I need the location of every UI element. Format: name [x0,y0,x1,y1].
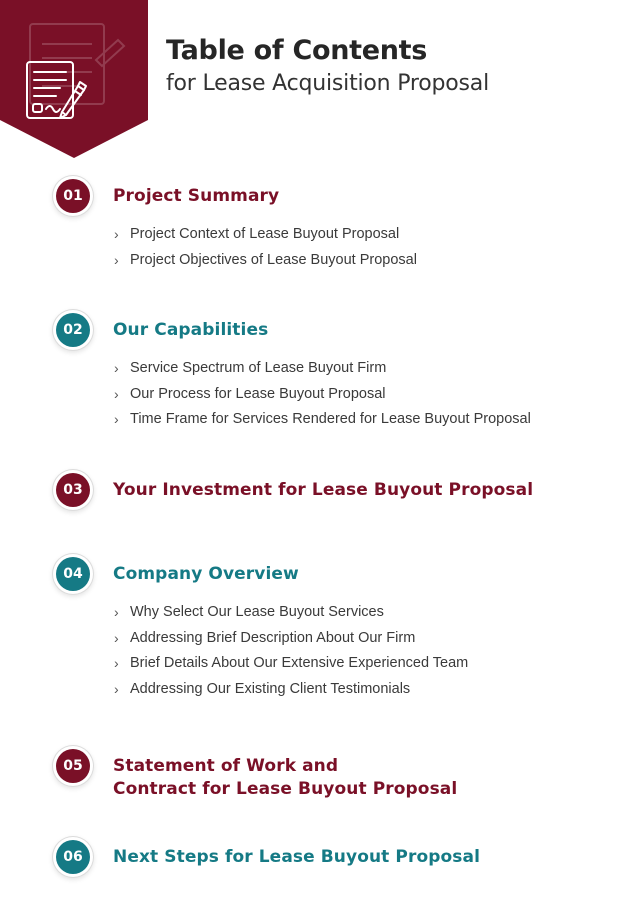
list-item [113,600,468,626]
section-number-badge: 02 [56,313,90,347]
list-item [113,248,417,274]
section-number-badge: 05 [56,749,90,783]
section-number-badge: 03 [56,473,90,507]
contract-signing-icon [0,0,148,158]
list-item-label: Addressing Our Existing Client Testimonials [130,680,411,697]
chevron-right-icon: › [114,680,119,697]
list-item [113,651,468,677]
chevron-right-icon: › [114,360,119,376]
section-heading [113,479,533,502]
list-item-label: Time Frame for Services Rendered for Lease Buyout Proposal [130,411,531,427]
page-subtitle: for Lease Acquisition Proposal [166,71,489,96]
section-heading [113,846,480,869]
header-banner [0,0,148,158]
list-item-label: Addressing Brief Description About Our Firm [130,629,416,646]
list-item-label: Service Spectrum of Lease Buyout Firm [130,360,387,376]
list-item-label: Project Objectives of Lease Buyout Proposal [130,251,417,268]
section-heading [113,185,279,208]
section-heading-line: Company Overview [113,564,299,584]
title-block [166,34,489,100]
list-item [113,626,468,652]
section-item-list [113,600,468,702]
list-item [113,222,417,248]
section-heading-line: Your Investment for Lease Buyout Proposal [113,480,534,500]
section-item-list [113,356,531,433]
section-heading-line: Our Capabilities [113,320,269,340]
chevron-right-icon: › [114,226,119,242]
section-heading [113,755,457,801]
page-title: Table of Contents [166,35,428,66]
section-heading-line: Next Steps for Lease Buyout Proposal [113,847,481,867]
section-number-badge: 01 [56,179,90,213]
chevron-right-icon: › [114,251,119,268]
section-heading-line: Project Summary [113,186,280,206]
chevron-right-icon: › [114,655,119,671]
list-item [113,677,468,703]
list-item [113,382,531,408]
section-item-list [113,222,417,273]
chevron-right-icon: › [114,629,119,646]
section-heading-line: Contract for Lease Buyout Proposal [113,779,458,799]
chevron-right-icon: › [114,385,119,402]
list-item [113,356,531,382]
section-number-badge: 04 [56,557,90,591]
section-heading [113,563,299,586]
chevron-right-icon: › [114,411,119,427]
chevron-right-icon: › [114,604,119,620]
list-item-label: Our Process for Lease Buyout Proposal [130,385,386,402]
section-heading [113,319,268,342]
list-item-label: Why Select Our Lease Buyout Services [130,604,384,620]
section-heading-line: Statement of Work and [113,756,339,776]
list-item-label: Project Context of Lease Buyout Proposal [130,226,400,242]
section-number-badge: 06 [56,840,90,874]
list-item [113,407,531,433]
list-item-label: Brief Details About Our Extensive Experienced Team [130,655,469,671]
